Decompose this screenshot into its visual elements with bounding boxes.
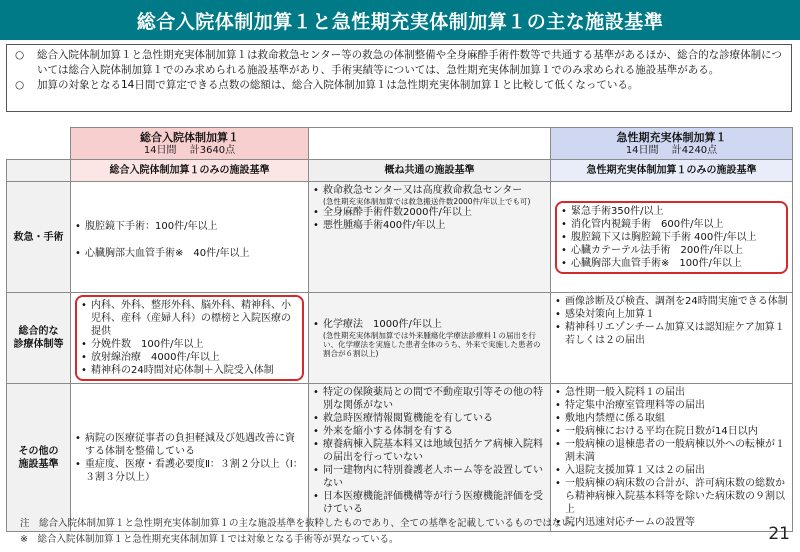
footnote: 注 総合入院体制加算１と急性期充実体制加算１の主な施設基準を抜粋したものであり、全ての基準を記載しているものではない。 [20, 518, 581, 529]
footnote: ※ 総合入院体制加算１と急性期充実体制加算１では対象となる手術等が異なっている。 [20, 534, 399, 545]
list-item: • 放射線治療 4000件/年以上 [81, 351, 298, 364]
list-item: • 救命救急センター又は高度救命救急センター [313, 184, 546, 197]
list-item: • 救急時医療情報閲覧機能を有している [313, 412, 546, 425]
row-category: 総合的な 診療体制等 [7, 293, 71, 384]
criteria-table [6, 127, 793, 532]
row-category: その他の 施設基準 [7, 384, 71, 532]
list-item: • 心臓カテーテル法手術 200件/年以上 [561, 244, 782, 257]
list-item: • 療養病棟入院基本料又は地域包括ケア病棟入院料の届出を行っていない [313, 438, 546, 464]
list-item: • 化学療法 1000件/年以上 [313, 318, 546, 331]
highlight-box [75, 295, 304, 381]
list-item: • 一般病棟の退棟患者の一般病棟以外への転棟が１割未満 [555, 438, 788, 464]
table-row [7, 293, 793, 384]
header-kyusei [551, 128, 793, 160]
subheader-sogo-only: 総合入院体制加算１のみの施設基準 [71, 160, 309, 182]
page-number: 21 [768, 524, 790, 544]
table-row [7, 384, 793, 532]
page-title: 総合入院体制加算１と急性期充実体制加算１の主な施設基準 [136, 10, 664, 33]
header-kyusei-name: 急性期充実体制加算１ [616, 130, 727, 144]
summary-box [6, 44, 792, 112]
list-item: • 同一建物内に特別養護老人ホーム等を設置していない [313, 464, 546, 490]
cell-common [309, 384, 551, 532]
list-item: • 特定集中治療室管理料等の届出 [555, 399, 788, 412]
list-item: • 急性期一般入院料１の届出 [555, 386, 788, 399]
row-category: 救急・手術 [7, 182, 71, 293]
cell-kyusei [551, 384, 793, 532]
summary-item [15, 48, 783, 78]
header-kyusei-points: 14日間 計4240点 [625, 144, 718, 156]
list-item: • 院内迅速対応チームの設置等 [555, 516, 788, 529]
list-item: • 心臓胸部大血管手術※ 40件/年以上 [75, 247, 304, 260]
header-sogo-name: 総合入院体制加算１ [140, 130, 239, 144]
list-item: • 分娩件数 100件/年以上 [81, 338, 298, 351]
list-item: • 外来を縮小する体制を有する [313, 425, 546, 438]
list-item: • 消化管内視鏡手術 600件/年以上 [561, 218, 782, 231]
list-item: • 入退院支援加算１又は２の届出 [555, 464, 788, 477]
list-item: • 精神科リエゾンチーム加算又は認知症ケア加算１若しくは２の届出 [555, 321, 788, 347]
cell-kyusei [551, 182, 793, 293]
note-text: (急性期充実体制加算では外来腫瘍化学療法診療料１の届出を行い、化学療法を実施した患者全体のうち、外来で実施した患者の割合が６割以上) [323, 331, 541, 358]
summary-text: 加算の対象となる14日間で算定できる点数の総額は、総合入院体制加算１は急性期充実体制加算１と比較して低くなっている。 [37, 79, 639, 91]
cell-kyusei [551, 293, 793, 384]
list-item: • 腹腔鏡下手術：100件/年以上 [75, 220, 304, 233]
list-item: • 特定の保険薬局との間で不動産取引等その他の特別な関係がない [313, 386, 546, 412]
footnotes [20, 516, 581, 548]
subheader-common: 概ね共通の施設基準 [309, 160, 551, 182]
list-item: • 全身麻酔手術件数2000件/年以上 [313, 206, 546, 219]
list-item: • 重症度、医療・看護必要度Ⅱ：３割２分以上（Ⅰ：３割３分以上） [75, 458, 304, 484]
list-item: • 精神科の24時間対応体制＋入院受入体制 [81, 364, 298, 377]
summary-item [15, 78, 783, 93]
list-item: • 日本医療機能評価機構等が行う医療機能評価を受けている [313, 490, 546, 516]
summary-text: 総合入院体制加算１と急性期充実体制加算１は救命救急センター等の救急の体制整備や全身麻酔手術件数等で共通する基準があるほか、総合的な診療体制については総合入院体制加算１でのみ求められる施設基準があり、手術実績等については、急性期充実体制加算１でのみ求められる施設基準がある。 [37, 49, 782, 76]
header-sogo [71, 128, 309, 160]
title-bar [0, 0, 800, 40]
list-item: • 一般病棟における平均在院日数が14日以内 [555, 425, 788, 438]
bullet-marker: ○ [15, 79, 25, 91]
list-item: • 緊急手術350件/以上 [561, 205, 782, 218]
list-item: • 敷地内禁煙に係る取組 [555, 412, 788, 425]
bullet-marker: ○ [15, 49, 25, 61]
highlight-box [555, 201, 788, 274]
cell-sogo [71, 293, 309, 384]
table-row [7, 182, 793, 293]
cell-sogo [71, 384, 309, 532]
list-item: • 病院の医療従事者の負担軽減及び処遇改善に資する体制を整備している [75, 432, 304, 458]
list-item: • 悪性腫瘍手術400件/年以上 [313, 219, 546, 232]
note-text: (急性期充実体制加算では救急搬送件数2000件/年以上でも可) [323, 197, 531, 206]
list-item: • 腹腔鏡下又は胸腔鏡下手術 400件/年以上 [561, 231, 782, 244]
list-item: • 画像診断及び検査、調剤を24時間実施できる体制 [555, 295, 788, 308]
cell-sogo [71, 182, 309, 293]
cell-common [309, 293, 551, 384]
list-item: • 内科、外科、整形外科、脳外科、精神科、小児科、産科（産婦人科）の標榜と入院医療の提供 [81, 299, 298, 338]
list-item: • 心臓胸部大血管手術※ 100件/年以上 [561, 257, 782, 270]
header-sogo-points: 14日間 計3640点 [143, 144, 236, 156]
cell-common [309, 182, 551, 293]
list-item: • 感染対策向上加算１ [555, 308, 788, 321]
list-item: • 一般病棟の病床数の合計が、許可病床数の総数から精神病棟入院基本料等を除いた病床数の９割以上 [555, 477, 788, 516]
subheader-kyusei-only: 急性期充実体制加算１のみの施設基準 [551, 160, 793, 182]
